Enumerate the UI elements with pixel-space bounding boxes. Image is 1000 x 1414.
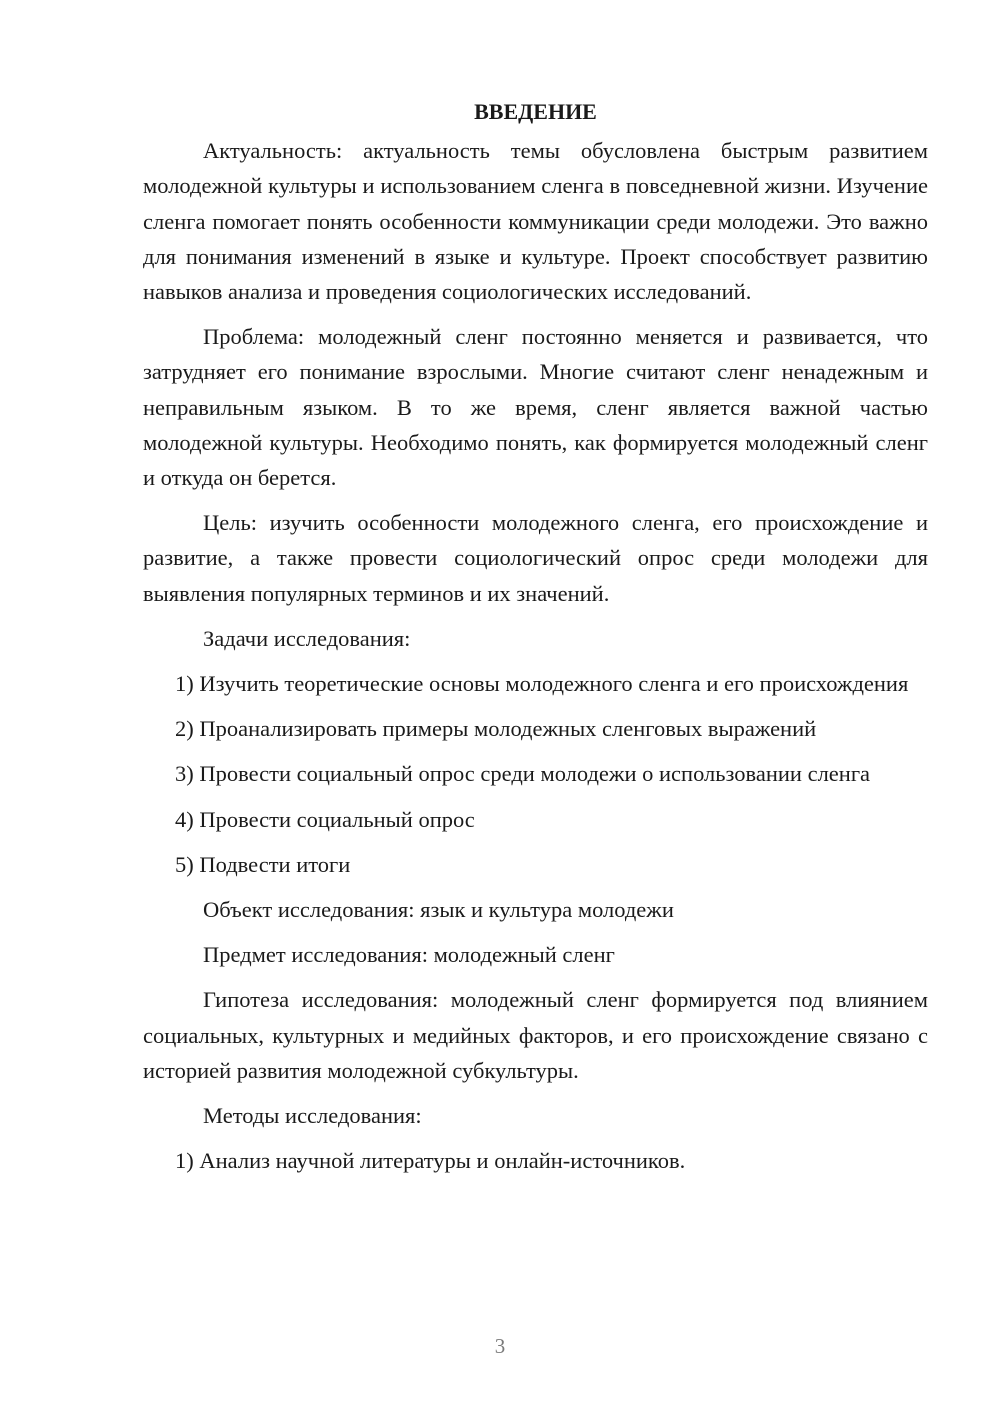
task-item-1: 1) Изучить теоретические основы молодежного сленга и его происхождения [175, 671, 909, 697]
hypothesis-paragraph: Гипотеза исследования: молодежный сленг формируется под влиянием социальных, культурных и медийных факторов, и его происхождение связано с историей развития молодежной субкультуры. [143, 987, 928, 1083]
section-heading: ВВЕДЕНИЕ [474, 99, 597, 124]
subject-paragraph: Предмет исследования: молодежный сленг [203, 942, 615, 968]
tasks-heading: Задачи исследования: [203, 625, 411, 651]
task-item-4: 4) Провести социальный опрос [175, 806, 475, 832]
relevance-paragraph: Актуальность: актуальность темы обусловлена быстрым развитием молодежной культуры и использованием сленга в повседневной жизни. Изучение сленга помогает понять особенности коммуникации среди молодежи. Это важно для понимания изменений в языке и культуре. Проект способствует развитию навыков анализа и проведения социологических исследований. [143, 138, 928, 305]
problem-paragraph: Проблема: молодежный сленг постоянно меняется и развивается, что затрудняет его понимание взрослыми. Многие считают сленг ненадежным и неправильным языком. В то же время, сленг является важной частью молодежной культуры. Необходимо понять, как формируется молодежный сленг и откуда он берется. [143, 324, 928, 491]
methods-heading: Методы исследования: [203, 1103, 422, 1129]
page-number: 3 [494, 1334, 506, 1358]
goal-paragraph: Цель: изучить особенности молодежного сленга, его происхождение и развитие, а также провести социологический опрос среди молодежи для выявления популярных терминов и их значений. [143, 510, 928, 606]
task-item-5: 5) Подвести итоги [175, 851, 351, 877]
object-paragraph: Объект исследования: язык и культура молодежи [203, 897, 674, 923]
task-item-3: 3) Провести социальный опрос среди молодежи о использовании сленга [175, 761, 871, 787]
method-item-1: 1) Анализ научной литературы и онлайн-источников. [175, 1148, 686, 1174]
page-content [143, 94, 928, 1178]
task-item-2: 2) Проанализировать примеры молодежных сленговых выражений [175, 716, 817, 742]
